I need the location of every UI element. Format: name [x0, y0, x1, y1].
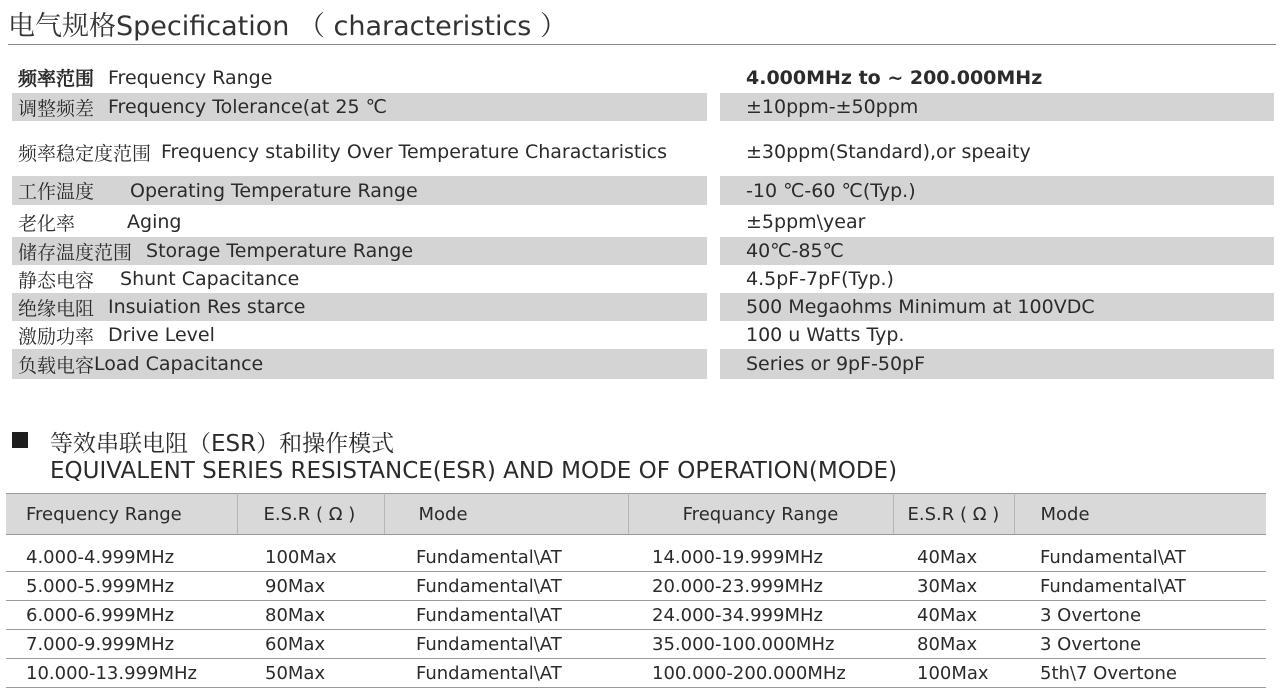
- spec-value: -10 ℃-60 ℃(Typ.): [720, 176, 1274, 205]
- spec-label-cn: 储存温度范围: [18, 241, 133, 264]
- spec-value: Series or 9pF-50pF: [720, 349, 1274, 379]
- header-frequency-range-2: Frequancy Range: [628, 494, 893, 535]
- spec-label-en: Load Capacitance: [94, 353, 264, 375]
- spec-value: 4.5pF-7pF(Typ.): [746, 268, 894, 290]
- cell-frequency: 10.000-13.999MHz: [6, 659, 237, 688]
- cell-esr: 40Max: [893, 601, 1014, 630]
- spec-value: 100 u Watts Typ.: [746, 324, 905, 346]
- cell-mode: Fundamental\AT: [1014, 535, 1266, 572]
- cell-mode: Fundamental\AT: [384, 535, 628, 572]
- spec-label-cn: 负载电容: [18, 354, 95, 377]
- cell-frequency: 4.000-4.999MHz: [6, 535, 237, 572]
- spec-label-en: Frequency Tolerance(at 25 ℃: [108, 96, 387, 118]
- spec-label: [12, 237, 707, 265]
- spec-label-en: Storage Temperature Range: [146, 240, 414, 262]
- spec-value: ±10ppm-±50ppm: [720, 93, 1274, 121]
- cell-frequency: 7.000-9.999MHz: [6, 630, 237, 659]
- spec-label-cn: 工作温度: [18, 181, 95, 203]
- spec-label: [12, 64, 707, 91]
- spec-label-en: Frequency Range: [108, 66, 273, 89]
- cell-mode: Fundamental\AT: [384, 659, 628, 688]
- esr-table-header: [6, 494, 1266, 535]
- spec-label-cn: 老化率: [18, 212, 76, 235]
- spec-row-insulation-resistance: [12, 293, 1274, 321]
- cell-frequency: 24.000-34.999MHz: [628, 601, 893, 630]
- header-esr-2: E.S.R ( Ω ): [893, 494, 1014, 535]
- spec-label-cn: 激励功率: [18, 325, 95, 348]
- cell-esr: 100Max: [893, 659, 1014, 688]
- cell-esr: 90Max: [237, 572, 384, 601]
- cell-mode: 3 Overtone: [1014, 630, 1266, 659]
- spec-row-frequency-range: [12, 64, 1274, 91]
- table-row: [6, 601, 1266, 630]
- spec-value: ±30ppm(Standard),or speaity: [746, 141, 1031, 163]
- cell-esr: 40Max: [893, 535, 1014, 572]
- spec-row-operating-temperature: [12, 176, 1274, 205]
- table-row: [6, 572, 1266, 601]
- cell-frequency: 5.000-5.999MHz: [6, 572, 237, 601]
- spec-label-cn: 绝缘电阻: [18, 297, 95, 320]
- spec-label: [12, 293, 707, 321]
- spec-label-en: Operating Temperature Range: [130, 179, 418, 202]
- spec-label: [12, 266, 707, 292]
- spec-row-drive-level: [12, 322, 1274, 348]
- cell-esr: 60Max: [237, 630, 384, 659]
- spec-label-en: Drive Level: [108, 324, 215, 346]
- cell-mode: Fundamental\AT: [1014, 572, 1266, 601]
- esr-section-title-en: EQUIVALENT SERIES RESISTANCE(ESR) AND MODE OF OPERATION(MODE): [50, 458, 898, 484]
- table-row: [6, 630, 1266, 659]
- spec-row-frequency-stability: [12, 134, 1274, 170]
- spec-label-en: Aging: [127, 211, 182, 233]
- spec-label: [12, 208, 707, 236]
- cell-frequency: 6.000-6.999MHz: [6, 601, 237, 630]
- cell-frequency: 35.000-100.000MHz: [628, 630, 893, 659]
- spec-label-cn: 频率稳定度范围: [18, 142, 152, 165]
- cell-esr: 80Max: [893, 630, 1014, 659]
- cell-esr: 100Max: [237, 535, 384, 572]
- spec-value: 40℃-85℃: [720, 237, 1274, 265]
- spec-row-frequency-tolerance: [12, 93, 1274, 121]
- cell-frequency: 20.000-23.999MHz: [628, 572, 893, 601]
- cell-esr: 80Max: [237, 601, 384, 630]
- table-row: [6, 659, 1266, 688]
- spec-label: [12, 176, 707, 205]
- spec-value: 500 Megaohms Minimum at 100VDC: [720, 293, 1274, 321]
- cell-mode: Fundamental\AT: [384, 572, 628, 601]
- spec-label-cn: 频率范围: [18, 68, 95, 90]
- spec-value: 4.000MHz to ~ 200.000MHz: [746, 66, 1043, 89]
- table-row: [6, 535, 1266, 572]
- esr-table: [6, 493, 1266, 688]
- spec-row-shunt-capacitance: [12, 266, 1274, 292]
- spec-row-storage-temperature: [12, 237, 1274, 265]
- cell-esr: 50Max: [237, 659, 384, 688]
- spec-label-en: Insuiation Res starce: [108, 296, 306, 318]
- spec-label-en: Shunt Capacitance: [120, 268, 300, 290]
- spec-row-aging: [12, 208, 1274, 236]
- spec-label: [12, 349, 707, 379]
- square-bullet-icon: [12, 432, 28, 448]
- cell-mode: Fundamental\AT: [384, 630, 628, 659]
- spec-label: [12, 322, 707, 348]
- spec-label-en: Frequency stability Over Temperature Charactaristics: [161, 141, 667, 163]
- title-divider: [8, 44, 1276, 45]
- spec-row-load-capacitance: [12, 349, 1274, 379]
- header-frequency-range: Frequency Range: [6, 494, 237, 535]
- cell-mode: Fundamental\AT: [384, 601, 628, 630]
- page-title: 电气规格Specification （ characteristics ）: [8, 11, 567, 42]
- cell-mode: 5th\7 Overtone: [1014, 659, 1266, 688]
- spec-label-cn: 静态电容: [18, 269, 95, 292]
- spec-label: [12, 93, 707, 121]
- spec-value: ±5ppm\year: [746, 211, 866, 233]
- cell-mode: 3 Overtone: [1014, 601, 1266, 630]
- cell-frequency: 100.000-200.000MHz: [628, 659, 893, 688]
- esr-section-title-cn: 等效串联电阻（ESR）和操作模式: [50, 431, 395, 457]
- header-esr: E.S.R ( Ω ): [237, 494, 384, 535]
- header-mode-2: Mode: [1014, 494, 1266, 535]
- header-mode: Mode: [384, 494, 628, 535]
- cell-esr: 30Max: [893, 572, 1014, 601]
- spec-label-cn: 调整频差: [18, 97, 95, 120]
- cell-frequency: 14.000-19.999MHz: [628, 535, 893, 572]
- spec-label: [12, 134, 707, 170]
